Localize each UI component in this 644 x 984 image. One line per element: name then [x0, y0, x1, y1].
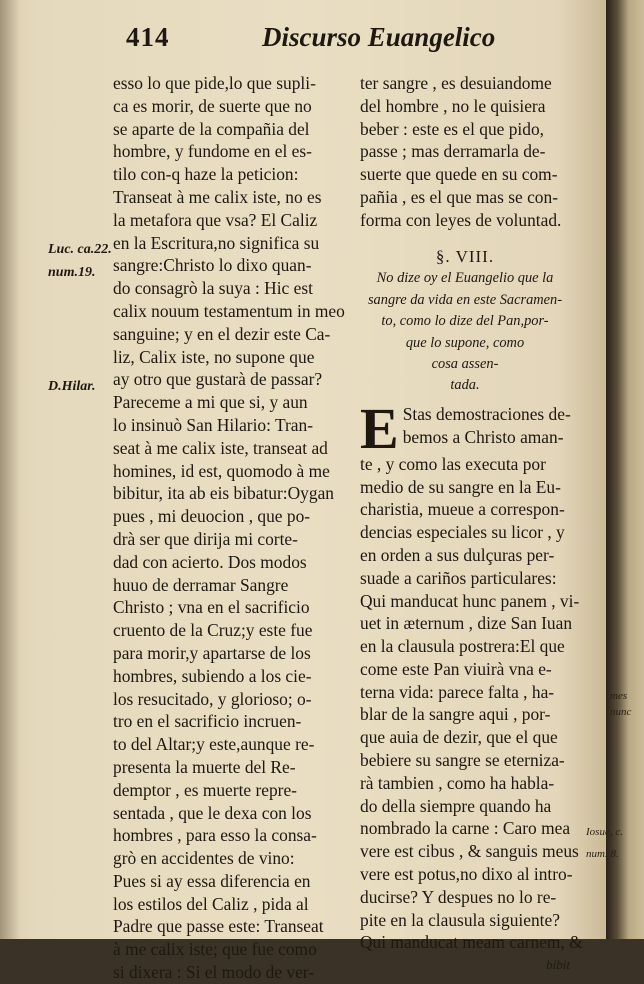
text-line: bebiere su sangre se eterniza- [360, 750, 565, 771]
text-line: uet in æternum , dize San Iuan [360, 613, 573, 634]
text-line: Stas demostraciones de- [402, 403, 571, 424]
section-title-line: sangre da vida en este Sacramen- [367, 291, 563, 308]
text-line: sentada , que le dexa con los [113, 802, 312, 823]
margin-note-line: D.Hilar. [48, 379, 96, 394]
text-line: tro en el sacrificio incruen- [113, 711, 302, 732]
text-line: demptor , es muerte repre- [113, 779, 297, 800]
text-line: si dixera : Si el modo de ver- [113, 962, 315, 983]
text-line: pues , mi deuocion , que po- [113, 506, 311, 527]
text-line: esso lo que pide,lo que supli- [113, 73, 316, 93]
text-line: rà tambien , como ha habla- [360, 772, 555, 793]
text-line: se aparte de la compañia del [113, 118, 310, 139]
text-line: ter sangre , es desuiandome [360, 73, 552, 93]
text-line: do della siempre quando ha [360, 795, 552, 816]
text-line: bibitur, ita ab eis bibatur:Oygan [113, 483, 334, 504]
text-line: come este Pan viuirà vna e- [360, 658, 552, 679]
text-line: dencias especiales su licor , y [360, 522, 565, 543]
section-title-line: cosa assen- [431, 355, 499, 372]
text-line: presenta la muerte del Re- [113, 756, 296, 777]
text-line: hombre, y fundome en el es- [113, 141, 312, 162]
text-line: en la Escritura,no significa su [113, 232, 320, 253]
text-line: los estilos del Caliz , pida al [113, 893, 309, 914]
text-line: Pareceme a mi que si, y aun [113, 392, 308, 413]
text-line: pañia , es el que mas se con- [360, 186, 558, 207]
text-line: que auia de dezir, que el que [360, 727, 558, 748]
text-line: suerte que quede en su com- [360, 164, 558, 185]
text-line: hombres , para esso la consa- [113, 825, 317, 846]
text-line: sangre:Christo lo dixo quan- [113, 255, 312, 276]
margin-note-line: Luc. ca.22. [48, 242, 112, 257]
text-line: ay otro que gustarà de passar? [113, 369, 323, 390]
margin-note-hilary [48, 376, 95, 399]
right-column [360, 72, 583, 977]
text-line: Transeat à me calix iste, no es [113, 186, 322, 207]
text-line: blar de la sangre aqui , por- [360, 704, 551, 725]
facing-page-edge [586, 0, 644, 939]
text-line: à me calix iste; que fue como [113, 939, 317, 960]
text-line: to del Altar;y este,aunque re- [113, 734, 315, 755]
text-line: calix nouum testamentum in meo [113, 300, 345, 321]
text-line: homines, id est, quomodo à me [113, 460, 330, 481]
text-line: ducirse? Y despues no lo re- [360, 886, 557, 907]
right-column-top-text [360, 72, 570, 232]
text-line: en la clausula postrera:El que [360, 636, 565, 657]
text-line: Padre que passe este: Transeat [113, 916, 324, 937]
section-title-line: tada. [450, 377, 480, 394]
text-line: para morir,y apartarse de los [113, 642, 311, 663]
text-line: charistia, mueue a correspon- [360, 499, 565, 520]
facing-page-fragment: mes [610, 690, 628, 702]
text-line: dad con acierto. Dos modos [113, 551, 307, 572]
text-line: vere est cibus , & sanguis meus [360, 841, 579, 862]
text-line: sanguine; y en el dezir este Ca- [113, 323, 331, 344]
section-title-line: que lo supone, como [405, 334, 525, 351]
text-line: forma con leyes de voluntad. [360, 209, 562, 230]
drop-capital: E [360, 395, 399, 461]
text-line: los resucitado, y glorioso; o- [113, 688, 312, 709]
text-line: terna vida: parece falta , ha- [360, 681, 555, 702]
gutter-shadow [0, 0, 20, 939]
text-line: Pues si ay essa diferencia en [113, 870, 311, 891]
section-title-line: No dize oy el Euangelio que la [376, 270, 554, 287]
text-line: drà ser que dirija mi corte- [113, 528, 298, 549]
margin-note-luke [48, 239, 112, 285]
text-line: hombres, subiendo a los cie- [113, 665, 312, 686]
page-number: 414 [126, 22, 170, 52]
text-line: Qui manducat meam carnem, & [360, 932, 583, 953]
text-line: bemos a Christo aman- [402, 426, 564, 447]
text-line: ca es morir, de suerte que no [113, 95, 312, 116]
text-line: suade a cariños particulares: [360, 567, 557, 588]
text-line: cruento de la Cruz;y este fue [113, 620, 313, 641]
margin-note-line: num.19. [48, 264, 96, 280]
section-number: §. VIII. [435, 246, 495, 266]
text-line: Christo ; vna en el sacrificio [113, 597, 310, 618]
text-line: vere est potus,no dixo al intro- [360, 864, 573, 885]
text-line: grò en accidentes de vino: [113, 848, 295, 869]
text-line: passe ; mas derramarla de- [360, 141, 546, 162]
facing-page-fragment: num. 8. [586, 848, 619, 860]
text-line: do consagrò la suya : Hic est [113, 278, 313, 299]
text-line: Qui manducat hunc panem , vi- [360, 590, 580, 611]
section-title-line: to, como lo dize del Pan,por- [381, 313, 549, 330]
facing-page-fragment: Iosue, c. [586, 826, 623, 838]
text-line: del hombre , no le quisiera [360, 95, 546, 116]
left-column [113, 72, 349, 984]
section-body [360, 395, 583, 977]
text-line: pite en la clausula siguiente? [360, 909, 560, 930]
text-line: te , y como las executa por [360, 453, 546, 474]
section-title [360, 268, 570, 396]
facing-page-fragment: nunc [610, 706, 632, 718]
running-title: Discurso Euangelico [262, 22, 496, 52]
text-line: tilo con-q haze la peticion: [113, 164, 299, 185]
text-line: la metafora que vsa? El Caliz [113, 209, 318, 230]
text-line: nombrado la carne : Caro mea [360, 818, 571, 839]
text-line: medio de su sangre en la Eu- [360, 476, 561, 497]
text-line: huuo de derramar Sangre [113, 574, 289, 595]
text-line: beber : este es el que pido, [360, 118, 544, 139]
text-line: en orden a sus dulçuras per- [360, 544, 555, 565]
page-header [120, 18, 600, 58]
text-line: liz, Calix iste, no supone que [113, 346, 315, 367]
catchword: bibit [546, 957, 570, 973]
text-line: seat à me calix iste, transeat ad [113, 437, 328, 458]
text-line: lo insinuò San Hilario: Tran- [113, 414, 314, 435]
